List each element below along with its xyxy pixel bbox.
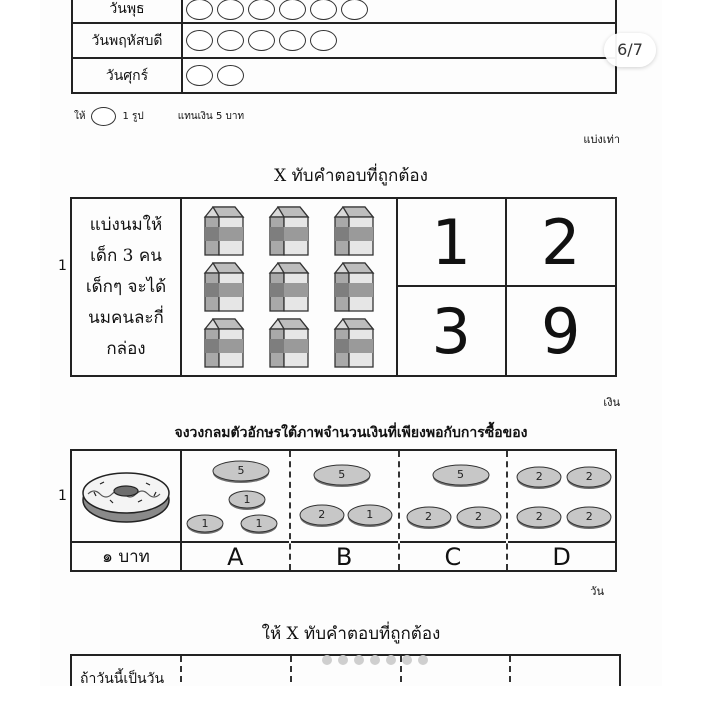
coin-icon [186, 513, 224, 540]
answer-cell[interactable] [511, 656, 619, 686]
option-letter[interactable]: A [182, 541, 289, 570]
milk-carton-icon [321, 259, 386, 315]
coin-icon [456, 505, 502, 535]
section-label-day: วัน [590, 585, 604, 598]
answer-cell[interactable] [182, 656, 292, 686]
oval-icon [279, 0, 306, 20]
coin-value: 1 [366, 508, 374, 521]
coin-icon [240, 513, 278, 540]
money-question [70, 449, 617, 572]
coin-icon [228, 489, 266, 516]
carousel-dot[interactable] [402, 655, 412, 665]
coin-group [291, 451, 398, 541]
legend [74, 107, 244, 126]
coin-icon [347, 503, 393, 533]
question-number: 1 [58, 488, 67, 504]
oval-icon [217, 0, 244, 20]
oval-cell [182, 23, 616, 58]
oval-icon [217, 65, 244, 86]
milk-heading: X ทับคำตอบที่ถูกต้อง [274, 166, 428, 186]
coin-value: 5 [457, 468, 464, 481]
coin-value: 1 [255, 517, 263, 530]
section-label-money: เงิน [603, 396, 620, 409]
milk-carton-icon [257, 259, 322, 315]
section-label-division: แบ่งเท่า [583, 133, 620, 146]
coin-value: 2 [425, 510, 432, 523]
milk-carton-icon [321, 203, 386, 259]
carousel-dot[interactable] [338, 655, 348, 665]
oval-icon [279, 30, 306, 51]
option-column [508, 451, 615, 570]
table-row [72, 23, 616, 58]
legend-prefix: ให้ [74, 111, 86, 122]
coin-value: 2 [535, 470, 543, 483]
coin-icon [299, 503, 345, 533]
coin-group [508, 451, 615, 541]
option-column [291, 451, 400, 570]
carousel-dot[interactable] [322, 655, 332, 665]
milk-carton-icon [257, 315, 322, 371]
milk-question-text [72, 199, 182, 375]
oval-cell [182, 0, 616, 23]
answer-option[interactable]: 2 [507, 199, 616, 287]
milk-answers [398, 199, 615, 375]
oval-icon [310, 30, 337, 51]
legend-meaning: แทนเงิน 5 บาท [177, 111, 245, 122]
money-heading: จงวงกลมตัวอักษรใต้ภาพจำนวนเงินที่เพียงพอกับการซื้อของ [174, 425, 528, 441]
carousel-dot[interactable] [370, 655, 380, 665]
item-price: ๑ บาท [72, 541, 180, 570]
coin-icon [406, 505, 452, 535]
milk-carton-icon [192, 315, 257, 371]
bottom-heading: ให้ X ทับคำตอบที่ถูกต้อง [261, 624, 441, 644]
donut-icon [72, 451, 180, 541]
coin-group [182, 451, 289, 541]
coin-value: 5 [338, 468, 346, 481]
coin-icon [566, 465, 612, 495]
table-row [72, 58, 616, 93]
oval-icon [310, 0, 337, 20]
day-label: วันพฤหัสบดี [72, 23, 182, 58]
coin-value: 1 [243, 493, 251, 506]
coin-value: 2 [585, 470, 593, 483]
option-letter[interactable]: C [400, 541, 507, 570]
milk-carton-icon [321, 315, 386, 371]
milk-question [70, 197, 617, 377]
carousel-dot[interactable] [418, 655, 428, 665]
carousel-dot[interactable] [354, 655, 364, 665]
coin-icon [432, 463, 490, 493]
question-number: 1 [58, 258, 67, 274]
option-letter[interactable]: B [291, 541, 398, 570]
text-line: นมคนละกี่ [88, 307, 164, 328]
item-cell [72, 451, 182, 570]
answer-option[interactable]: 1 [398, 199, 507, 287]
legend-unit: 1 รูป [122, 111, 144, 122]
day-label: วันศุกร์ [72, 58, 182, 93]
coin-group [400, 451, 507, 541]
coin-value: 1 [201, 517, 209, 530]
page-indicator: 6/7 [604, 33, 656, 67]
text-line: กล่อง [106, 338, 146, 359]
text-line: เด็กๆ จะได้ [85, 276, 167, 297]
coin-icon [516, 465, 562, 495]
carousel-dot[interactable] [386, 655, 396, 665]
coin-icon [516, 505, 562, 535]
oval-icon [186, 65, 213, 86]
answer-option[interactable]: 3 [398, 287, 507, 375]
coin-value: 2 [318, 508, 326, 521]
option-column [182, 451, 291, 570]
milk-carton-icon [192, 203, 257, 259]
coin-value: 2 [475, 510, 482, 523]
coin-icon [212, 459, 270, 489]
oval-icon [91, 107, 116, 126]
day-table [71, 0, 617, 94]
oval-icon [248, 0, 275, 20]
milk-carton-grid [182, 199, 398, 375]
coin-value: 2 [535, 510, 543, 523]
answer-option[interactable]: 9 [541, 294, 581, 368]
milk-carton-icon [192, 259, 257, 315]
oval-cell [182, 58, 616, 93]
carousel-dots[interactable] [322, 655, 428, 665]
coin-value: 2 [585, 510, 593, 523]
text-line: เด็ก 3 คน [90, 245, 162, 266]
worksheet-page [40, 0, 662, 686]
option-column [400, 451, 509, 570]
option-letter[interactable]: D [508, 541, 615, 570]
day-label: วันพุธ [72, 0, 182, 23]
coin-icon [313, 463, 371, 493]
milk-carton-icon [257, 203, 322, 259]
oval-icon [341, 0, 368, 20]
oval-icon [186, 0, 213, 20]
table-row [72, 0, 616, 23]
oval-icon [248, 30, 275, 51]
oval-icon [217, 30, 244, 51]
text-line: แบ่งนมให้ [89, 214, 163, 235]
oval-icon [186, 30, 213, 51]
coin-value: 5 [237, 464, 245, 477]
bottom-question-text: ถ้าวันนี้เป็นวัน [72, 656, 182, 686]
coin-icon [566, 505, 612, 535]
